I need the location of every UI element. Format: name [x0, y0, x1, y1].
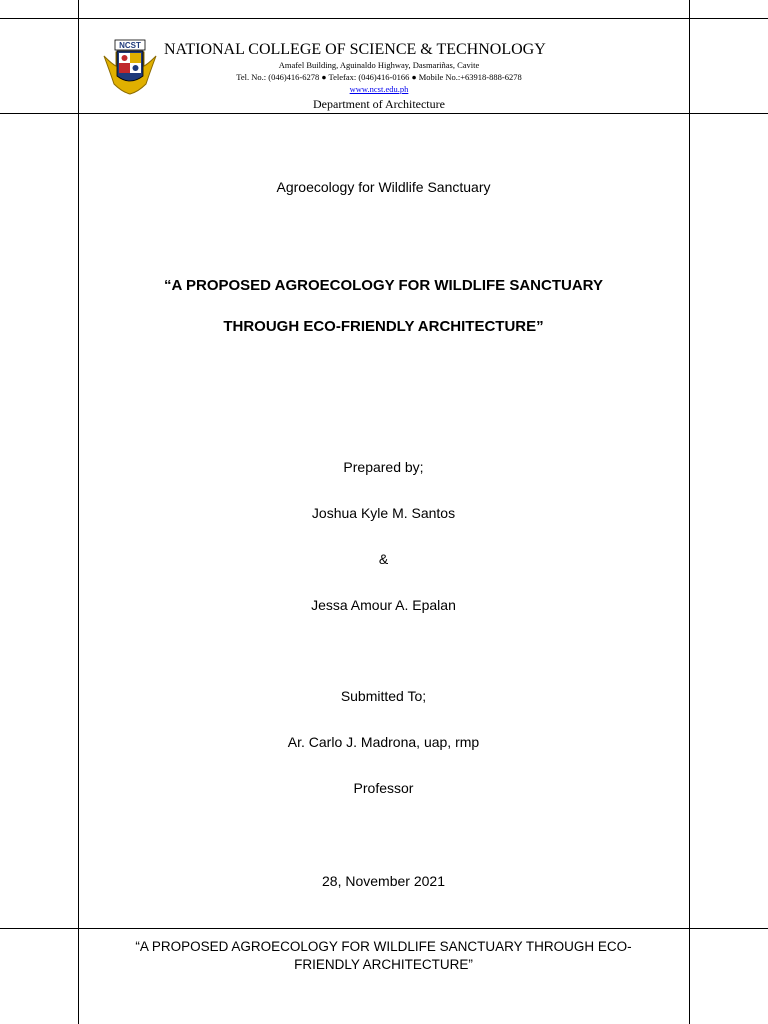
footer-top-line [0, 928, 768, 929]
logo-text: NCST [119, 41, 141, 50]
right-margin-line [689, 0, 690, 1024]
footer-line-2: FRIENDLY ARCHITECTURE” [294, 957, 473, 972]
college-address: Amafel Building, Aguinaldo Highway, Dasmariñas, Cavite [278, 60, 480, 70]
college-contact: Tel. No.: (046)416-6278 ● Telefax: (046)416-0166 ● Mobile No.:+63918-888-6278 [236, 72, 522, 82]
footer-line-1: “A PROPOSED AGROECOLOGY FOR WILDLIFE SANCTUARY THROUGH ECO- [135, 939, 632, 954]
recipient-role: Professor [353, 780, 414, 796]
title-line-2: THROUGH ECO-FRIENDLY ARCHITECTURE” [223, 318, 544, 335]
author-2: Jessa Amour A. Epalan [311, 597, 456, 613]
ampersand: & [378, 551, 389, 567]
recipient-name: Ar. Carlo J. Madrona, uap, rmp [287, 734, 480, 750]
subtitle: Agroecology for Wildlife Sanctuary [276, 179, 491, 195]
college-seal-logo [100, 38, 160, 96]
department-name: Department of Architecture [313, 97, 445, 111]
title-line-1: “A PROPOSED AGROECOLOGY FOR WILDLIFE SANCTUARY [164, 277, 603, 294]
submission-date: 28, November 2021 [322, 873, 445, 889]
header-bottom-line [0, 113, 768, 114]
prepared-by-label: Prepared by; [343, 459, 424, 475]
page-footer [78, 938, 689, 974]
college-name: NATIONAL COLLEGE OF SCIENCE & TECHNOLOGY [164, 41, 546, 58]
header-top-line [0, 18, 768, 19]
author-1: Joshua Kyle M. Santos [311, 505, 456, 521]
college-website-link[interactable]: www.ncst.edu.ph [349, 84, 409, 94]
letterhead [78, 22, 689, 112]
submitted-to-label: Submitted To; [340, 688, 427, 704]
